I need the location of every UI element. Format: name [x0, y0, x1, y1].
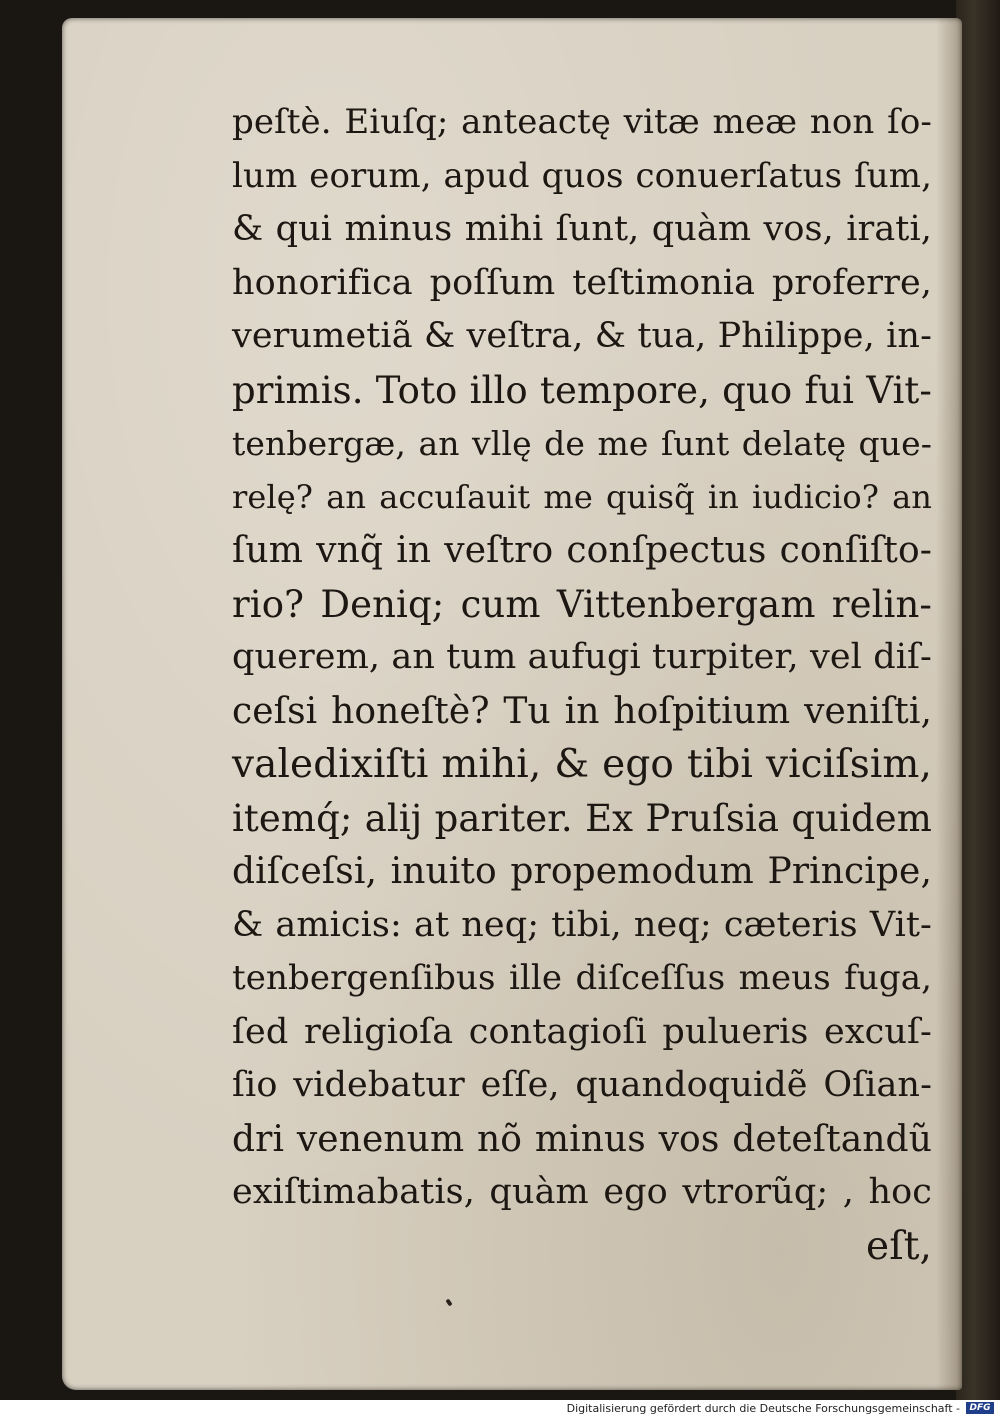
funding-credit: Digitalisierung gefördert durch die Deutsche Forschungsgemeinschaft - [566, 1402, 960, 1415]
text-line: tenbergenſibus ille diſceſſus meus fuga, [232, 958, 932, 998]
text-line: verumetiã & veſtra, & tua, Philippe, in- [232, 316, 932, 356]
text-line: & amicis: at neq; tibi, neq; cæteris Vit- [232, 904, 932, 945]
text-line: primis. Toto illo tempore, quo fui Vit- [232, 368, 932, 412]
text-line: tenbergæ, an vllę de me ſunt delatę que- [232, 424, 932, 463]
text-line: itemq́; alij pariter. Ex Pruſsia quidem [232, 796, 932, 840]
text-line: peſtè. Eiuſq; anteactę vitæ meæ non ſo- [232, 102, 932, 142]
text-line: valedixiſti mihi, & ego tibi viciſsim, [232, 742, 932, 787]
text-line: honorifica poſſum teſtimonia proferre, [232, 262, 932, 303]
text-line: ceſsi honeſtè? Tu in hoſpitium veniſti, [232, 690, 932, 732]
text-line: diſceſsi, inuito propemodum Principe, [232, 851, 932, 892]
text-line: ſum vnq̃ in veſtro conſpectus conſiſto- [232, 530, 932, 571]
digitization-footer [0, 1400, 1000, 1417]
text-line: rio? Deniq; cum Vittenbergam relin- [232, 582, 932, 626]
text-line: quere​m, an tum aufugi turpiter, vel diſ- [232, 637, 932, 677]
text-line: ſio videbatur eſſe, quandoquidẽ Oſian- [232, 1065, 932, 1105]
dfg-logo-icon: DFG [966, 1402, 994, 1414]
text-line: & qui minus mihi ſunt, quàm vos, irati, [232, 209, 932, 249]
book-edge [956, 0, 1000, 1400]
body-text [232, 96, 932, 1273]
text-line: lum eorum, apud quos conuerſatus ſum, [232, 155, 932, 196]
catchword: eſt, [866, 1223, 932, 1269]
text-line: exiſtimabatis, quàm ego vtrorũq; , hoc [232, 1172, 932, 1212]
text-line: dri venenum nõ minus vos deteſtandũ [232, 1118, 932, 1160]
text-line: ſed religioſa contagioſi pulueris excuſ- [232, 1011, 932, 1052]
text-line: relę? an accuſauit me quisq̃ in iudicio? an [232, 477, 932, 516]
